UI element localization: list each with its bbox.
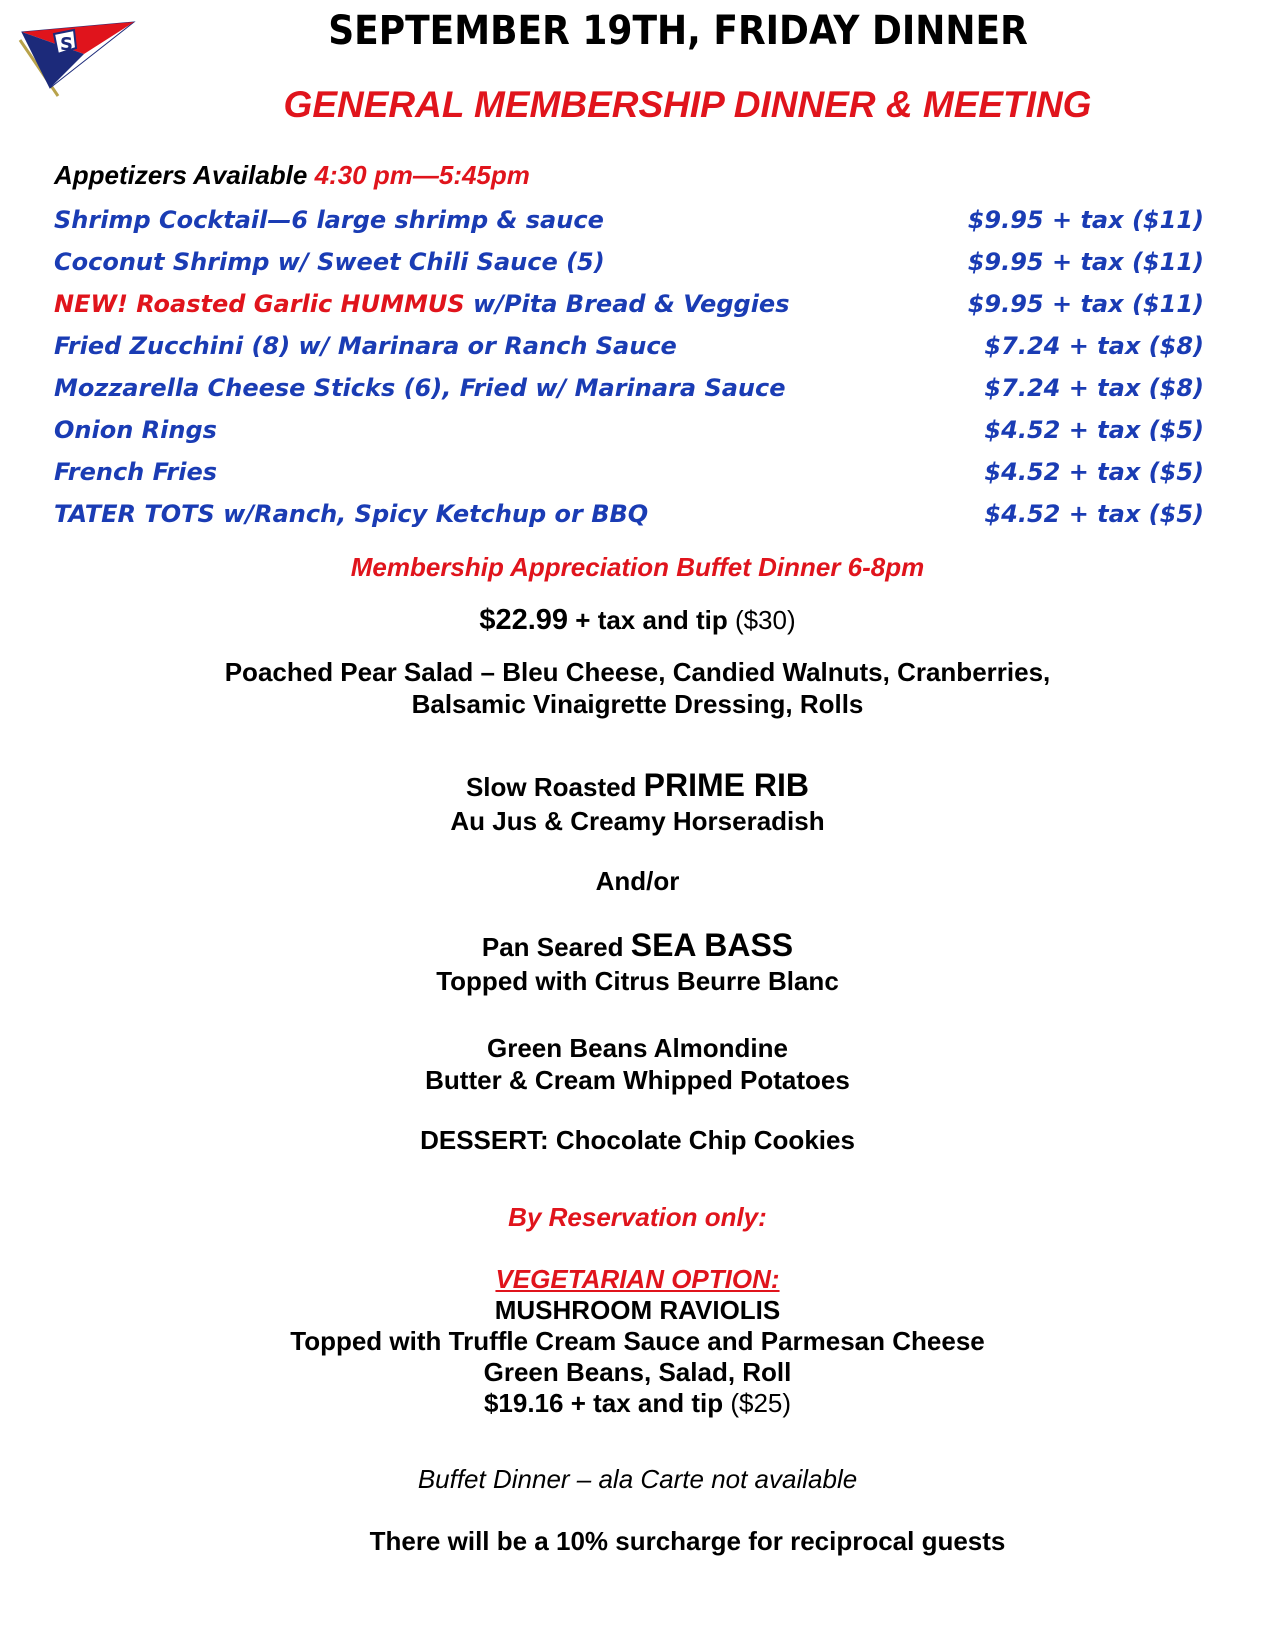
- veg-heading: VEGETARIAN OPTION:: [495, 1264, 780, 1294]
- appetizer-name-rest: w/Pita Bread & Veggies: [464, 290, 790, 318]
- appetizer-row: [54, 284, 1204, 326]
- appetizer-name: TATER TOTS w/Ranch, Spicy Ketchup or BBQ: [54, 500, 649, 528]
- page-subtitle: GENERAL MEMBERSHIP DINNER & MEETING: [283, 84, 1092, 125]
- appetizers-heading: [54, 160, 530, 191]
- buffet-note: Buffet Dinner – ala Carte not available: [417, 1464, 858, 1494]
- buffet-price-total: ($30): [734, 605, 796, 635]
- appetizer-price: $7.24 + tax ($8): [984, 374, 1204, 402]
- entree2-prefix: Pan Seared: [481, 932, 631, 962]
- appetizer-name: [54, 290, 789, 318]
- salad-description: [0, 656, 1275, 720]
- entree2-name: SEA BASS: [630, 927, 794, 963]
- entree1-prefix: Slow Roasted: [465, 772, 644, 802]
- side-2: Butter & Cream Whipped Potatoes: [425, 1065, 850, 1095]
- appetizer-row: [54, 242, 1204, 284]
- appetizer-price: $4.52 + tax ($5): [984, 458, 1204, 486]
- appetizers-heading-label: Appetizers Available: [54, 160, 308, 190]
- reservation-note: By Reservation only:: [508, 1202, 767, 1232]
- appetizer-price: $9.95 + tax ($11): [967, 248, 1204, 276]
- buffet-price-amount: $22.99: [479, 604, 569, 636]
- entree1-name: PRIME RIB: [643, 767, 810, 803]
- veg-price: $19.16 + tax and tip: [483, 1388, 724, 1418]
- entree1-desc: Au Jus & Creamy Horseradish: [450, 806, 825, 836]
- appetizer-price: $7.24 + tax ($8): [984, 332, 1204, 360]
- appetizers-time: 4:30 pm—5:45pm: [314, 160, 530, 190]
- appetizer-name: Onion Rings: [54, 416, 217, 444]
- buffet-price: [0, 604, 1275, 637]
- appetizer-row: [54, 326, 1204, 368]
- appetizer-name: French Fries: [54, 458, 218, 486]
- page-title: SEPTEMBER 19TH, FRIDAY DINNER: [328, 8, 1028, 54]
- appetizer-name: Mozzarella Cheese Sticks (6), Fried w/ Marinara Sauce: [54, 374, 786, 402]
- appetizer-name: Fried Zucchini (8) w/ Marinara or Ranch Sauce: [54, 332, 677, 360]
- dessert: DESSERT: Chocolate Chip Cookies: [420, 1125, 855, 1155]
- salad-line-2: Balsamic Vinaigrette Dressing, Rolls: [411, 689, 864, 719]
- appetizer-row: [54, 452, 1204, 494]
- appetizer-price: $4.52 + tax ($5): [984, 416, 1204, 444]
- buffet-title: Membership Appreciation Buffet Dinner 6-8pm: [350, 552, 925, 582]
- appetizer-price: $9.95 + tax ($11): [967, 206, 1204, 234]
- side-1: Green Beans Almondine: [487, 1033, 788, 1063]
- new-item-label: NEW! Roasted Garlic HUMMUS: [54, 290, 465, 318]
- appetizer-row: [54, 494, 1204, 536]
- svg-text:S: S: [60, 34, 73, 55]
- buffet-price-suffix: + tax and tip: [568, 605, 735, 635]
- and-or-label: And/or: [595, 866, 680, 896]
- appetizer-row: [54, 410, 1204, 452]
- surcharge-note: There will be a 10% surcharge for reciprocal guests: [369, 1526, 1006, 1556]
- appetizer-price: $9.95 + tax ($11): [967, 290, 1204, 318]
- appetizer-name: Coconut Shrimp w/ Sweet Chili Sauce (5): [54, 248, 605, 276]
- veg-sides: Green Beans, Salad, Roll: [483, 1357, 792, 1387]
- entree2-desc: Topped with Citrus Beurre Blanc: [436, 966, 839, 996]
- appetizer-price: $4.52 + tax ($5): [984, 500, 1204, 528]
- veg-desc: Topped with Truffle Cream Sauce and Parmesan Cheese: [290, 1326, 985, 1356]
- sides: [0, 1032, 1275, 1096]
- appetizer-row: [54, 368, 1204, 410]
- veg-total: ($25): [723, 1388, 792, 1418]
- vegetarian-option: [0, 1264, 1275, 1419]
- veg-name: MUSHROOM RAVIOLIS: [494, 1295, 781, 1325]
- salad-line-1: Poached Pear Salad – Bleu Cheese, Candied Walnuts, Cranberries,: [224, 657, 1051, 687]
- entree-sea-bass: [0, 928, 1275, 998]
- entree-prime-rib: [0, 768, 1275, 838]
- appetizer-name: Shrimp Cocktail—6 large shrimp & sauce: [54, 206, 604, 234]
- appetizer-list: [54, 200, 1204, 536]
- appetizer-row: [54, 200, 1204, 242]
